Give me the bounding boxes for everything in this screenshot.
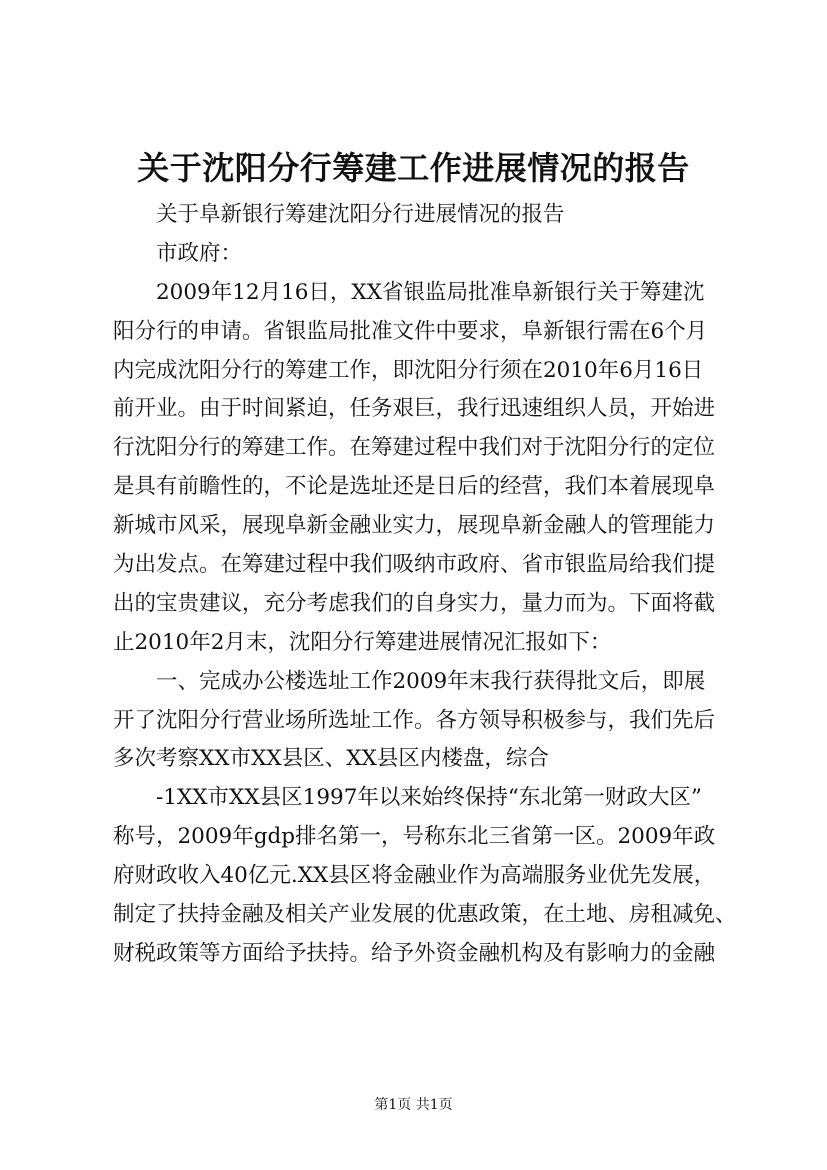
page-footer: 第1页 共1页 bbox=[374, 1097, 453, 1113]
body-line: 止2010年2月末，沈阳分行筹建进展情况汇报如下： bbox=[113, 629, 612, 655]
body-line: 一、完成办公楼选址工作2009年末我行获得批文后，即展 bbox=[156, 668, 706, 694]
body-line: 新城市风采，展现阜新金融业实力，展现阜新金融人的管理能力 bbox=[113, 513, 716, 539]
body-line: 称号，2009年gdp排名第一，号称东北三省第一区。2009年政 bbox=[113, 824, 716, 850]
body-line: 阳分行的申请。省银监局批准文件中要求，阜新银行需在6个月 bbox=[113, 318, 708, 344]
body-line: 制定了扶持金融及相关产业发展的优惠政策，在土地、房租减免、 bbox=[113, 902, 737, 928]
body-line: 是具有前瞻性的，不论是选址还是日后的经营，我们本着展现阜 bbox=[113, 474, 716, 500]
body-line: 府财政收入40亿元.XX县区将金融业作为高端服务业优先发展， bbox=[113, 863, 716, 889]
body-line: 行沈阳分行的筹建工作。在筹建过程中我们对于沈阳分行的定位 bbox=[113, 435, 716, 461]
body-line-salutation: 市政府： bbox=[156, 240, 243, 266]
body-line: 出的宝贵建议，充分考虑我们的自身实力，量力而为。下面将截 bbox=[113, 590, 716, 616]
body-line: 开了沈阳分行营业场所选址工作。各方领导积极参与，我们先后 bbox=[113, 707, 716, 733]
document-body bbox=[113, 196, 737, 974]
body-line: 前开业。由于时间紧迫，任务艰巨，我行迅速组织人员，开始进 bbox=[113, 396, 716, 422]
body-line: 为出发点。在筹建过程中我们吸纳市政府、省市银监局给我们提 bbox=[113, 552, 716, 578]
body-line: 多次考察XX市XX县区、XX县区内楼盘，综合 bbox=[113, 746, 549, 772]
body-line: 内完成沈阳分行的筹建工作，即沈阳分行须在2010年6月16日 bbox=[113, 357, 704, 383]
body-line-subtitle: 关于阜新银行筹建沈阳分行进展情况的报告 bbox=[156, 202, 565, 227]
body-line: 2009年12月16日，XX省银监局批准阜新银行关于筹建沈 bbox=[156, 279, 705, 305]
body-line: -1XX市XX县区1997年以来始终保持“东北第一财政大区” bbox=[156, 785, 702, 811]
document-title: 关于沈阳分行筹建工作进展情况的报告 bbox=[137, 149, 690, 187]
body-line: 财税政策等方面给予扶持。给予外资金融机构及有影响力的金融 bbox=[113, 940, 716, 966]
